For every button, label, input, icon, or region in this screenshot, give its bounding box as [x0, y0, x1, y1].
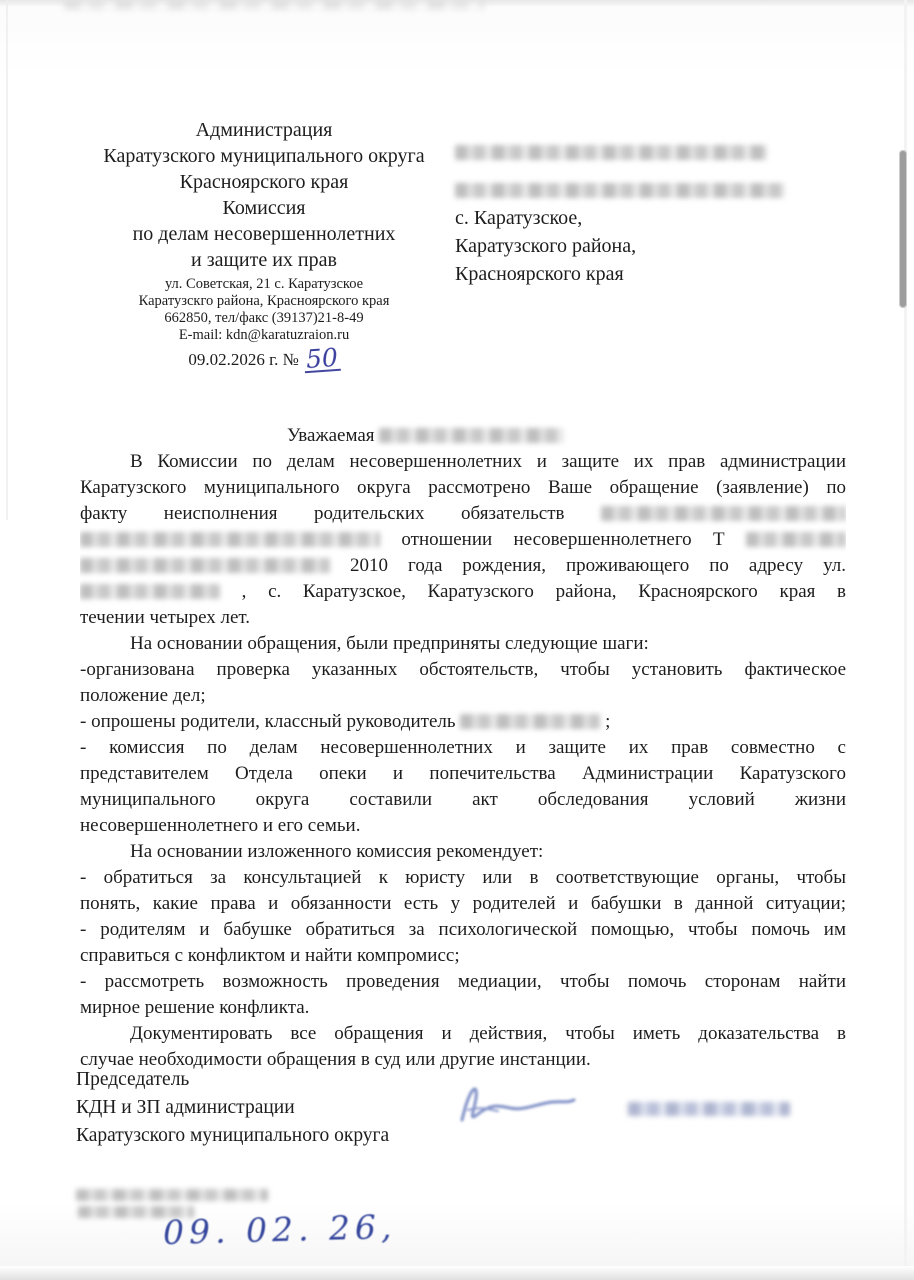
body-paragraph-line: мирное решение конфликта. — [80, 997, 310, 1018]
org-contact-line: E-mail: kdn@karatuzraion.ru — [178, 327, 350, 343]
addressee-line: Красноярского края — [455, 263, 624, 285]
body-paragraph-line: представителем Отдела опеки и попечительства Администрации Каратузского — [80, 763, 846, 784]
body-paragraph-line: - рассмотреть возможность проведения медиации, чтобы помочь сторонам найти — [80, 971, 846, 992]
org-header-line: и защите их прав — [191, 249, 337, 271]
body-paragraph-line: течении четырех лет. — [80, 607, 251, 628]
body-paragraph-line: -организована проверка указанных обстоятельств, чтобы установить фактическое — [80, 659, 846, 680]
body-paragraph-line: положение дел; — [80, 685, 206, 706]
body-paragraph-line: понять, какие права и обязанности есть у родителей и бабушки в данной ситуации; — [80, 893, 846, 914]
body-paragraph-line: На основании изложенного комиссия рекомендует: — [130, 841, 544, 862]
redacted-addressee-address — [455, 183, 785, 198]
redacted-text — [80, 558, 330, 573]
body-paragraph-line: Документировать все обращения и действия, чтобы иметь доказательства в — [130, 1023, 846, 1044]
date-number-prefix: 09.02.2026 г. № — [188, 350, 299, 369]
addressee-line: Каратузского района, — [455, 235, 637, 257]
handwritten-signature — [448, 1076, 580, 1132]
scrollbar-thumb[interactable] — [899, 150, 907, 308]
signature-title-line: Председатель — [76, 1069, 190, 1090]
redacted-text — [80, 532, 380, 547]
addressee-block — [455, 138, 805, 288]
signature-title-block — [76, 1066, 476, 1150]
body-paragraph-line: случае необходимости обращения в суд или другие инстанции. — [80, 1049, 591, 1070]
scan-ghost-text — [64, 1, 484, 10]
salutation-prefix: Уважаемая — [287, 425, 375, 446]
redacted-addressee-name — [455, 145, 767, 160]
body-paragraph-line: - комиссия по делам несовершеннолетних и защите их прав совместно с — [80, 737, 846, 758]
body-paragraph-line: факту неисполнения родительских обязательств — [80, 501, 846, 527]
handwritten-date-note: 09. 02. 26, — [162, 1206, 397, 1253]
redacted-text — [746, 532, 846, 547]
redacted-executor-name — [76, 1189, 268, 1201]
scan-edge-left — [6, 0, 8, 520]
org-header-line: Комиссия — [222, 197, 306, 219]
org-header-line: по делам несовершеннолетних — [132, 223, 396, 245]
body-paragraph-line: 2010 года рождения, проживающего по адресу ул. — [80, 553, 846, 579]
body-paragraph-line: , с. Каратузское, Каратузского района, Красноярского края в — [80, 579, 846, 605]
org-contact-line: Каратузскго района, Красноярского края — [138, 293, 390, 309]
org-header-line: Администрация — [195, 119, 333, 141]
body-paragraph-line: - родителям и бабушке обратиться за психологической помощью, чтобы помочь им — [80, 919, 846, 940]
scan-edge-bottom — [0, 1266, 914, 1280]
letter-body — [80, 423, 846, 1073]
addressee-line: с. Каратузское, — [455, 207, 583, 229]
redacted-signatory-name — [628, 1102, 790, 1116]
org-header-line: Красноярского края — [179, 171, 349, 193]
body-paragraph-line: справиться с конфликтом и найти компромисс; — [80, 945, 460, 966]
signature-title-line: Каратузского муниципального округа — [76, 1125, 390, 1146]
redacted-text — [601, 506, 846, 521]
org-header-line: Каратузского муниципального округа — [103, 145, 425, 167]
date-number-line — [85, 342, 443, 375]
salutation-line — [80, 423, 846, 449]
org-contact-line: ул. Советская, 21 с. Каратузское — [164, 276, 364, 292]
body-paragraph-line: - обратиться за консультацией к юристу или в соответствующие органы, чтобы — [80, 867, 846, 888]
body-paragraph-line: несовершеннолетнего и его семьи. — [80, 815, 361, 836]
body-paragraph-line: - опрошены родители, классный руководитель ; — [80, 711, 611, 732]
body-paragraph-line: отношении несовершеннолетнего Т — [80, 527, 846, 553]
org-header-block — [85, 117, 443, 375]
redacted-text — [80, 584, 220, 599]
redacted-name — [379, 428, 564, 443]
signature-title-line: КДН и ЗП администрации — [76, 1097, 295, 1118]
body-paragraph-line: На основании обращения, были предприняты следующие шаги: — [130, 633, 649, 654]
body-paragraph-line: Каратузского муниципального округа рассмотрено Ваше обращение (заявление) по — [80, 477, 846, 498]
body-paragraph-line: муниципального округа составили акт обследования условий жизни — [80, 789, 846, 810]
redacted-text — [460, 714, 600, 729]
org-contact-line: 662850, тел/факс (39137)21-8-49 — [164, 310, 364, 326]
body-paragraph-line: В Комиссии по делам несовершеннолетних и защите их прав администрации — [130, 451, 846, 472]
outgoing-number-handwritten: 50 — [304, 342, 339, 375]
